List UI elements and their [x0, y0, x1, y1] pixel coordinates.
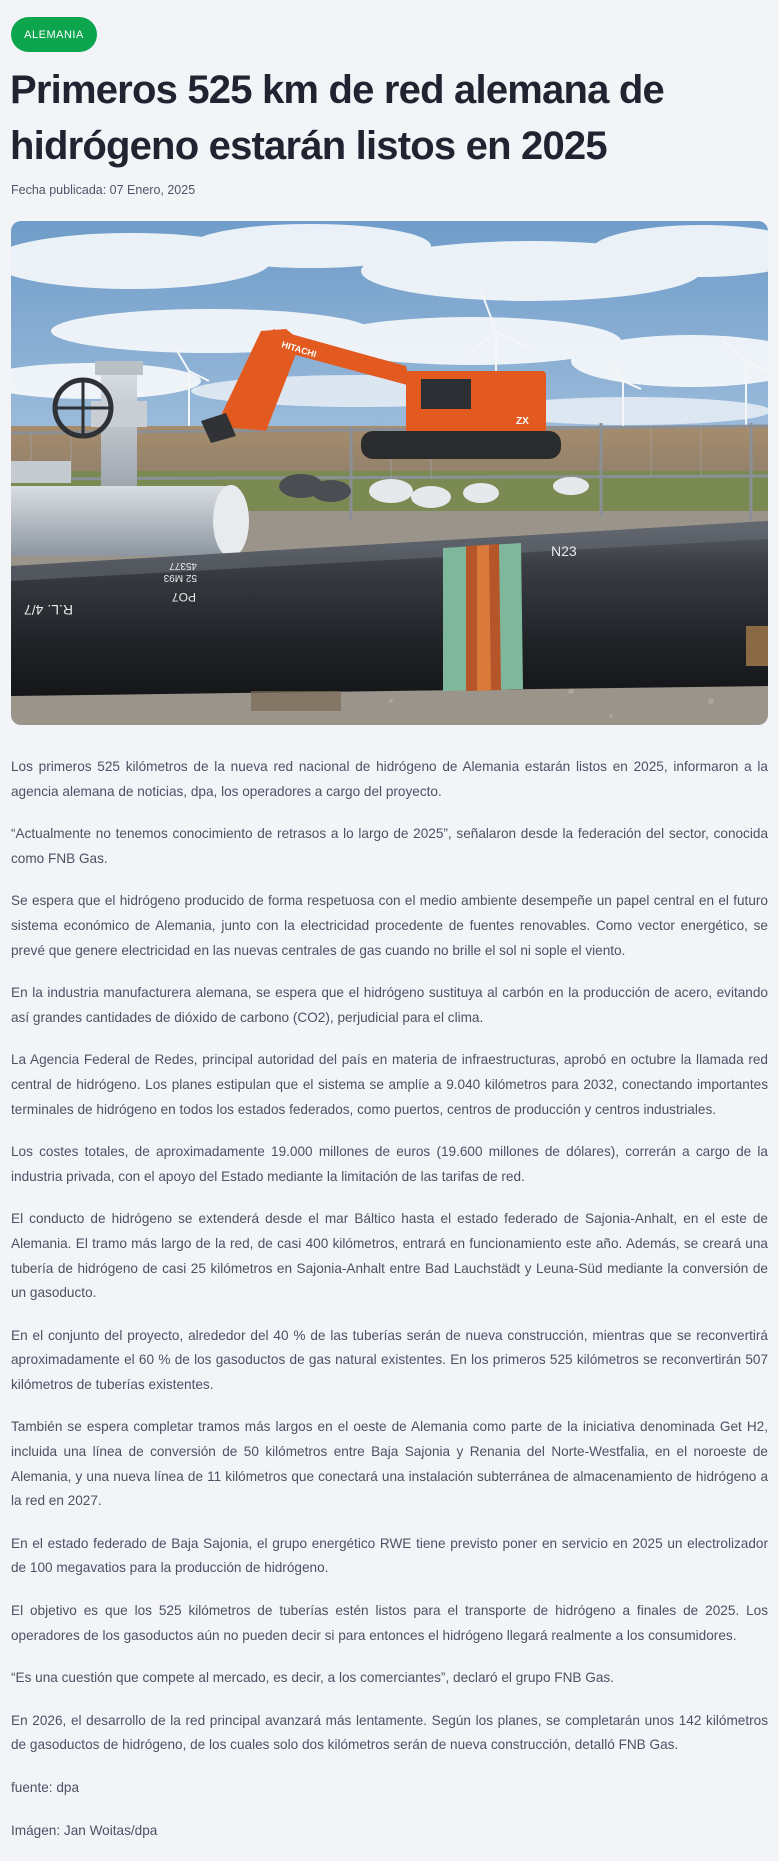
paragraph: Los primeros 525 kilómetros de la nueva red nacional de hidrógeno de Alemania estarán listos en 2025, informaron a la agencia alemana de noticias, dpa, los operadores a cargo del proyecto.: [11, 759, 768, 799]
paragraph: En el conjunto del proyecto, alrededor del 40 % de las tuberías serán de nueva construcción, mientras que se reconvertirá aproximadamente el 60 % de los gasoductos de gas natural existentes. En los primeros 525 kilómetros se reconvertirán 507 kilómetros de tuberías existentes.: [11, 1327, 768, 1392]
paragraph: La Agencia Federal de Redes, principal autoridad del país en materia de infraestructuras, aprobó en octubre la llamada red central de hidrógeno. Los planes estipulan que el sistema se amplíe a 9.040 kilómetros para 2032, conectando importantes terminales de hidrógeno en todos los estados federados, como puertos, centros de producción y centros industriales.: [11, 1052, 768, 1117]
paragraph: Se espera que el hidrógeno producido de forma respetuosa con el medio ambiente desempeñe un papel central en el futuro sistema económico de Alemania, junto con la electricidad procedente de fuentes renovables. Como vector energético, se prevé que genere electricidad en las nuevas centrales de gas cuando no brille el sol ni sople el viento.: [11, 893, 768, 958]
article-body: [11, 755, 768, 1861]
svg-text:45377: 45377: [169, 560, 197, 571]
svg-text:R.L. 4/7: R.L. 4/7: [23, 602, 73, 618]
publish-date: Fecha publicada: 07 Enero, 2025: [11, 183, 196, 197]
paragraph: En la industria manufacturera alemana, se espera que el hidrógeno sustituya al carbón en la producción de acero, evitando así grandes cantidades de dióxido de carbono (CO2), perjudicial para el clima.: [11, 985, 768, 1025]
paragraph: En 2026, el desarrollo de la red principal avanzará más lentamente. Según los planes, se completarán unos 142 kilómetros de gasoductos de hidrógeno, de los cuales solo dos kilómetros serán de nueva construcción, detalló FNB Gas.: [11, 1712, 768, 1753]
source-credit: fuente: dpa: [11, 1780, 80, 1795]
category-badge[interactable]: ALEMANIA: [11, 17, 97, 52]
svg-text:PO7: PO7: [171, 590, 196, 604]
paragraph: También se espera completar tramos más largos en el oeste de Alemania como parte de la iniciativa denominada Get H2, incluida una línea de conversión de 50 kilómetros entre Baja Sajonia y Renania del Norte-Westfalia, en el noroeste de Alemania, y una nueva línea de 11 kilómetros que conectará una instalación subterránea de almacenamiento de hidrógeno a la red en 2027.: [11, 1419, 768, 1509]
paragraph: “Actualmente no tenemos conocimiento de retrasos a lo largo de 2025”, señalaron desde la federación del sector, conocida como FNB Gas.: [11, 826, 768, 866]
paragraph: Los costes totales, de aproximadamente 19.000 millones de euros (19.600 millones de dólares), correrán a cargo de la industria privada, con el apoyo del Estado mediante la limitación de las tarifas de red.: [11, 1144, 768, 1184]
svg-text:N23: N23: [551, 543, 577, 559]
paragraph: “Es una cuestión que compete al mercado, es decir, a los comerciantes”, declaró el grupo FNB Gas.: [11, 1670, 614, 1686]
hero-image: [11, 221, 768, 725]
paragraph: En el estado federado de Baja Sajonia, el grupo energético RWE tiene previsto poner en servicio en 2025 un electrolizador de 100 megavatios para la producción de hidrógeno.: [11, 1535, 768, 1576]
svg-text:ZX: ZX: [516, 416, 529, 427]
paragraph: El conducto de hidrógeno se extenderá desde el mar Báltico hasta el estado federado de Sajonia-Anhalt, en el este de Alemania. El tramo más largo de la red, de casi 400 kilómetros, entrará en funcionamiento este año. Además, se creará una tubería de hidrógeno de casi 25 kilómetros en Sajonia-Anhalt entre Bad Lauchstädt y Leuna-Süd mediante la conversión de un gasoducto.: [11, 1211, 768, 1301]
article-title: Primeros 525 km de red alemana de hidrógeno estarán listos en 2025: [10, 68, 664, 168]
paragraph: El objetivo es que los 525 kilómetros de tuberías estén listos para el transporte de hidrógeno a finales de 2025. Los operadores de los gasoductos aún no pueden decir si para entonces el hidrógeno llegará realmente a los consumidores.: [11, 1603, 768, 1643]
image-credit: Imágen: Jan Woitas/dpa: [11, 1822, 158, 1838]
svg-text:HITACHI: HITACHI: [280, 339, 318, 360]
svg-text:52 M93: 52 M93: [163, 572, 197, 583]
